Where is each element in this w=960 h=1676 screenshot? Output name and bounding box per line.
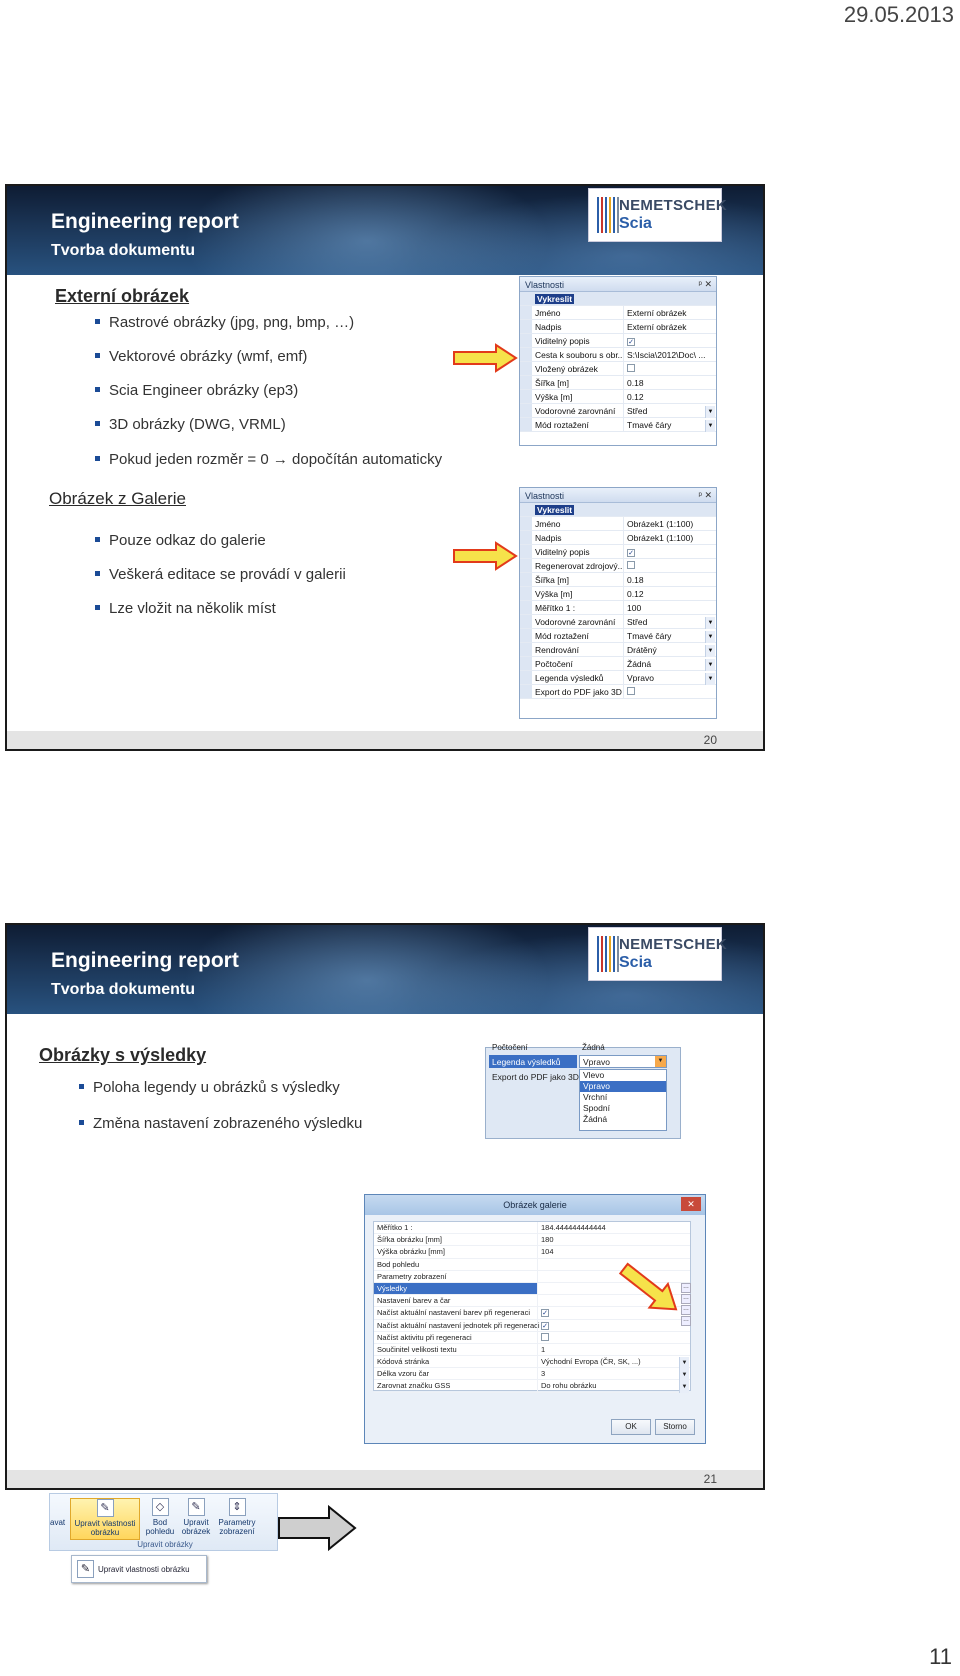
logo-text-bottom: Scia <box>619 954 652 971</box>
properties-panel-gallery <box>519 487 717 719</box>
bullet-item: Rastrové obrázky (jpg, png, bmp, …) <box>95 314 354 331</box>
property-label: Počtočení <box>535 659 573 669</box>
property-value-text <box>541 1333 549 1341</box>
page-number: 11 <box>929 1644 952 1669</box>
heading-result-images: Obrázky s výsledky <box>39 1045 207 1065</box>
bullet-item: Vektorové obrázky (wmf, emf) <box>95 348 307 365</box>
property-row[interactable] <box>374 1246 690 1258</box>
property-label: Nadpis <box>535 322 562 332</box>
property-value-text: 0.12 <box>627 589 644 599</box>
row-value: Žádná <box>582 1043 605 1052</box>
property-label: Zarovnat značku GSS <box>377 1381 451 1391</box>
property-row[interactable] <box>374 1356 690 1368</box>
property-value-text <box>627 364 635 372</box>
row-gutter <box>520 334 532 347</box>
property-label: Viditelný popis <box>535 547 590 557</box>
property-value-text: ✓ <box>628 550 634 557</box>
property-value-text: 180 <box>541 1235 554 1245</box>
property-row[interactable] <box>520 643 716 657</box>
property-value[interactable] <box>623 685 716 698</box>
property-value-text: Žádná <box>627 659 652 669</box>
property-value-text: 104 <box>541 1247 554 1257</box>
bullet-item: Veškerá editace se provádí v galerii <box>95 566 346 583</box>
row-gutter <box>520 545 532 558</box>
property-label: Bod pohledu <box>377 1259 420 1269</box>
ok-button[interactable]: OK <box>611 1419 651 1435</box>
dialog-title-text: Obrázek galerie <box>503 1200 567 1210</box>
property-label: Vodorovné zarovnání <box>535 406 616 416</box>
property-value[interactable] <box>623 531 716 544</box>
row-gutter <box>520 362 532 375</box>
property-label: Načíst aktivitu při regeneraci <box>377 1332 472 1342</box>
dropdown-arrow-icon[interactable]: ▼ <box>705 406 715 418</box>
dropdown-arrow-icon[interactable]: ▼ <box>705 631 715 643</box>
legend-select-value: Vpravo <box>583 1057 610 1067</box>
property-value-text: Střed <box>627 406 648 416</box>
property-value-text: Drátěný <box>627 645 657 655</box>
property-label: Rendrování <box>535 645 579 655</box>
property-label: Vložený obrázek <box>535 364 598 374</box>
property-value[interactable] <box>537 1222 690 1233</box>
property-label: Cesta k souboru s obr... <box>535 350 625 360</box>
property-value-text: Obrázek1 (1:100) <box>627 519 694 529</box>
property-value-text: Vpravo <box>627 673 654 683</box>
row-gutter <box>520 531 532 544</box>
slide-21 <box>5 923 765 1575</box>
display-parameters-icon: ⇕ <box>229 1498 246 1516</box>
property-label: Regenerovat zdrojový... <box>535 561 625 571</box>
property-value-text <box>627 687 635 695</box>
property-group[interactable] <box>520 292 716 306</box>
ellipsis-icon[interactable]: … <box>681 1305 691 1315</box>
property-row[interactable] <box>520 587 716 601</box>
property-value-text: ✓ <box>542 1310 548 1318</box>
properties-panel-external <box>519 276 717 446</box>
bullet-item: Pouze odkaz do galerie <box>95 532 266 549</box>
dropdown-arrow-icon[interactable]: ▼ <box>679 1381 689 1393</box>
bullet-item: Poloha legendy u obrázků s výsledky <box>79 1079 340 1096</box>
property-value-text: 0.18 <box>627 378 644 388</box>
button-label: Upravit vlastnosti obrázku <box>74 1519 136 1537</box>
row-gutter <box>520 657 532 670</box>
row-gutter <box>520 643 532 656</box>
slide-title: Engineering report <box>51 210 239 233</box>
pin-close-icon[interactable]: ᵖ ✕ <box>698 279 712 289</box>
bullet-item: Lze vložit na několik míst <box>95 600 276 617</box>
property-value-text: Tmavé čáry <box>627 631 672 641</box>
dropdown-arrow-icon[interactable]: ▼ <box>679 1357 689 1369</box>
slide-subtitle: Tvorba dokumentu <box>51 242 196 259</box>
property-label: Kódová stránka <box>377 1357 430 1367</box>
slide-header <box>7 925 763 1014</box>
view-point-icon: ◇ <box>152 1498 169 1516</box>
bullet-item: Změna nastavení zobrazeného výsledku <box>79 1115 362 1132</box>
property-row[interactable] <box>520 320 716 334</box>
property-label: Načíst aktuální nastavení barev při regeneraci <box>377 1308 530 1318</box>
ribbon-group-label: Upravit obrázky <box>137 1540 193 1549</box>
yellow-arrow-icon <box>615 1259 685 1319</box>
property-value[interactable] <box>623 334 716 347</box>
option-item[interactable]: Spodní <box>583 1103 610 1113</box>
property-label: Nadpis <box>535 533 562 543</box>
property-row[interactable] <box>374 1320 690 1332</box>
slide-subtitle: Tvorba dokumentu <box>51 981 196 998</box>
legend-select[interactable] <box>579 1055 667 1068</box>
logo-text-top: NEMETSCHEK <box>619 197 728 214</box>
property-row[interactable] <box>520 601 716 615</box>
heading-gallery-image: Obrázek z Galerie <box>49 489 186 508</box>
property-row[interactable] <box>520 334 716 348</box>
property-row[interactable] <box>520 362 716 376</box>
property-value[interactable] <box>623 376 716 389</box>
property-row[interactable] <box>374 1234 690 1246</box>
dropdown-arrow-icon[interactable]: ▼ <box>705 659 715 671</box>
property-value-text: Externí obrázek <box>627 308 687 318</box>
panel-title <box>520 488 716 503</box>
display-parameters-button[interactable] <box>215 1498 259 1536</box>
dropdown-arrow-icon[interactable]: ▼ <box>705 420 715 432</box>
row-gutter <box>520 418 532 431</box>
property-label: Mód roztažení <box>535 631 589 641</box>
property-row[interactable] <box>520 376 716 390</box>
property-value[interactable] <box>623 657 716 670</box>
property-row[interactable] <box>520 573 716 587</box>
property-value[interactable] <box>537 1332 690 1343</box>
property-value-text: Východní Evropa (ČR, SK, ...) <box>541 1357 641 1367</box>
logo-bars-icon <box>597 936 619 972</box>
property-value-text: Obrázek1 (1:100) <box>627 533 694 543</box>
option-item[interactable]: Vlevo <box>583 1070 605 1080</box>
property-value[interactable] <box>623 643 716 656</box>
logo-text-bottom: Scia <box>619 215 652 232</box>
property-value[interactable] <box>623 573 716 586</box>
property-value[interactable] <box>537 1380 690 1391</box>
slide-number: 21 <box>703 1472 717 1486</box>
slide-20 <box>5 184 765 751</box>
property-row[interactable] <box>374 1222 690 1234</box>
property-value[interactable] <box>537 1234 690 1245</box>
panel-title-text: Vlastnosti <box>525 280 565 290</box>
property-value[interactable] <box>623 348 716 361</box>
bullet-item: Pokud jeden rozměr = 0 → dopočítán automaticky <box>95 451 442 468</box>
property-label: Délka vzoru čar <box>377 1369 430 1379</box>
slide-header <box>7 186 763 275</box>
option-item[interactable]: Žádná <box>583 1114 608 1124</box>
property-row[interactable] <box>520 657 716 671</box>
row-gutter <box>520 671 532 684</box>
slide-footer <box>7 1470 763 1488</box>
property-value[interactable] <box>623 306 716 319</box>
property-value-text: 100 <box>627 603 642 613</box>
row-gutter <box>520 376 532 389</box>
property-value-text <box>627 561 635 569</box>
row-gutter <box>520 629 532 642</box>
property-value[interactable] <box>623 545 716 558</box>
property-label: Parametry zobrazení <box>377 1271 447 1281</box>
property-value[interactable] <box>623 629 716 642</box>
row-gutter <box>520 320 532 333</box>
close-icon[interactable]: ✕ <box>681 1197 701 1211</box>
ellipsis-icon[interactable]: … <box>681 1294 691 1304</box>
panel-title-text: Vlastnosti <box>525 491 565 501</box>
property-row[interactable] <box>374 1344 690 1356</box>
property-value[interactable] <box>623 362 716 375</box>
property-label: Výška [m] <box>535 589 573 599</box>
property-group[interactable] <box>520 503 716 517</box>
property-label: Vodorovné zarovnání <box>535 617 616 627</box>
property-row[interactable] <box>374 1368 690 1380</box>
property-row[interactable] <box>520 390 716 404</box>
edit-image-properties-button[interactable] <box>70 1498 140 1540</box>
option-item-selected[interactable]: Vpravo <box>580 1081 666 1092</box>
dropdown-arrow-icon[interactable]: ▼ <box>705 673 715 685</box>
bullet-item: Scia Engineer obrázky (ep3) <box>95 382 298 399</box>
property-value[interactable] <box>623 390 716 403</box>
property-label: Jméno <box>535 308 561 318</box>
property-row[interactable] <box>520 685 716 699</box>
slide-footer <box>7 731 763 749</box>
property-row[interactable] <box>520 531 716 545</box>
bullet-item: 3D obrázky (DWG, VRML) <box>95 416 286 433</box>
yellow-arrow-icon <box>452 343 518 373</box>
edit-image-icon: ✎ <box>188 1498 205 1516</box>
property-value[interactable] <box>623 671 716 684</box>
edit-image-button[interactable] <box>178 1498 214 1536</box>
property-label: Měřítko 1 : <box>535 603 576 613</box>
property-row[interactable] <box>520 545 716 559</box>
row-label: Export do PDF jako 3D <box>492 1072 579 1082</box>
option-item[interactable]: Vrchní <box>583 1092 608 1102</box>
property-value-text: ✓ <box>542 1322 548 1330</box>
row-gutter <box>520 517 532 530</box>
edit-image-properties-menu-item[interactable] <box>71 1555 207 1583</box>
dialog-title <box>365 1195 705 1215</box>
property-label: Šířka [m] <box>535 575 570 585</box>
nemetschek-logo <box>588 927 728 981</box>
legend-dropdown-snippet <box>485 1043 681 1139</box>
property-row[interactable] <box>374 1380 690 1392</box>
button-label: Parametry zobrazení <box>218 1518 256 1536</box>
legend-options-list <box>579 1069 667 1131</box>
slide-title: Engineering report <box>51 949 239 972</box>
property-value[interactable] <box>623 517 716 530</box>
logo-text-top: NEMETSCHEK <box>619 936 728 953</box>
group-label: Vykreslit <box>537 294 573 304</box>
property-value[interactable] <box>537 1356 690 1367</box>
property-value-text: 0.12 <box>627 392 644 402</box>
property-value[interactable] <box>623 615 716 628</box>
dropdown-arrow-icon[interactable]: ▼ <box>705 617 715 629</box>
property-value-text: 3 <box>541 1369 546 1379</box>
menu-item-label: Upravit vlastnosti obrázku <box>98 1565 190 1574</box>
property-value[interactable] <box>537 1320 690 1331</box>
group-label: Vykreslit <box>537 505 573 515</box>
row-gutter <box>520 348 532 361</box>
ellipsis-icon[interactable]: … <box>681 1283 691 1293</box>
property-value[interactable] <box>623 587 716 600</box>
property-value-text: Střed <box>627 617 648 627</box>
row-label: Počtočení <box>492 1043 528 1052</box>
property-value[interactable] <box>623 418 716 431</box>
legend-label: Legenda výsledků <box>489 1055 577 1068</box>
row-gutter <box>520 615 532 628</box>
grey-arrow-icon <box>277 1505 357 1551</box>
property-label: Výsledky <box>374 1283 537 1294</box>
ribbon-edit-images <box>49 1493 278 1551</box>
property-label: Výška [m] <box>535 392 573 402</box>
property-row[interactable] <box>520 559 716 573</box>
property-value-text: 184.444444444444 <box>541 1223 606 1232</box>
panel-title <box>520 277 716 292</box>
ribbon-fragment: avat <box>50 1518 66 1527</box>
property-label: Načíst aktuální nastavení jednotek při regeneraci <box>377 1320 540 1330</box>
button-label: Upravit obrázek <box>181 1518 211 1536</box>
property-value-text: S:\Iscia\2012\Doc\ ... <box>627 350 706 360</box>
property-label: Výška obrázku [mm] <box>377 1247 445 1257</box>
view-point-button[interactable] <box>143 1498 177 1536</box>
gallery-image-dialog <box>364 1194 706 1444</box>
slide-number: 20 <box>703 733 717 747</box>
property-value[interactable] <box>623 559 716 572</box>
property-label: Export do PDF jako 3D <box>535 687 622 697</box>
heading-external-image: Externí obrázek <box>55 286 190 306</box>
row-gutter <box>520 573 532 586</box>
property-value[interactable] <box>537 1246 690 1257</box>
property-label: Mód roztažení <box>535 420 589 430</box>
property-row[interactable] <box>520 404 716 418</box>
property-value[interactable] <box>623 404 716 417</box>
logo-bars-icon <box>597 197 619 233</box>
property-label: Měřítko 1 : <box>377 1223 413 1232</box>
property-label: Nastavení barev a čar <box>377 1296 451 1306</box>
row-gutter <box>520 306 532 319</box>
edit-properties-icon: ✎ <box>77 1560 94 1578</box>
pin-close-icon[interactable]: ᵖ ✕ <box>698 490 712 500</box>
dropdown-arrow-icon[interactable]: ▼ <box>705 645 715 657</box>
row-gutter <box>520 559 532 572</box>
ellipsis-icon[interactable]: … <box>681 1316 691 1326</box>
row-gutter <box>520 601 532 614</box>
property-row[interactable] <box>520 306 716 320</box>
row-gutter <box>520 685 532 698</box>
dropdown-arrow-icon[interactable]: ▼ <box>679 1369 689 1381</box>
property-row[interactable] <box>520 517 716 531</box>
property-value-text: ✓ <box>628 339 634 346</box>
nemetschek-logo <box>588 188 728 242</box>
property-value[interactable] <box>623 601 716 614</box>
cancel-button[interactable]: Storno <box>655 1419 695 1435</box>
property-label: Součinitel velikosti textu <box>377 1344 457 1354</box>
property-value-text: 1 <box>541 1344 546 1354</box>
property-label: Viditelný popis <box>535 336 590 346</box>
row-gutter <box>520 587 532 600</box>
property-label: Jméno <box>535 519 561 529</box>
edit-properties-icon: ✎ <box>97 1499 114 1517</box>
property-value[interactable] <box>623 320 716 333</box>
page-date: 29.05.2013 <box>843 2 954 27</box>
yellow-arrow-icon <box>452 541 518 571</box>
property-row[interactable] <box>520 671 716 685</box>
row-gutter <box>520 390 532 403</box>
property-row[interactable] <box>520 348 716 362</box>
property-value-text: Tmavé čáry <box>627 420 672 430</box>
property-label: Šířka obrázku [mm] <box>377 1235 443 1245</box>
property-value-text: Do rohu obrázku <box>541 1381 597 1391</box>
property-row[interactable] <box>520 615 716 629</box>
property-label: Šířka [m] <box>535 378 570 388</box>
property-row[interactable] <box>520 418 716 432</box>
property-value[interactable] <box>537 1368 690 1379</box>
property-value[interactable] <box>537 1344 690 1355</box>
property-value-text: 0.18 <box>627 575 644 585</box>
property-label: Legenda výsledků <box>535 673 604 683</box>
property-value-text: Externí obrázek <box>627 322 687 332</box>
dropdown-arrow-icon[interactable]: ▼ <box>655 1056 666 1067</box>
property-row[interactable] <box>374 1332 690 1344</box>
button-label: Bod pohledu <box>145 1518 175 1536</box>
property-row[interactable] <box>520 629 716 643</box>
row-gutter <box>520 404 532 417</box>
